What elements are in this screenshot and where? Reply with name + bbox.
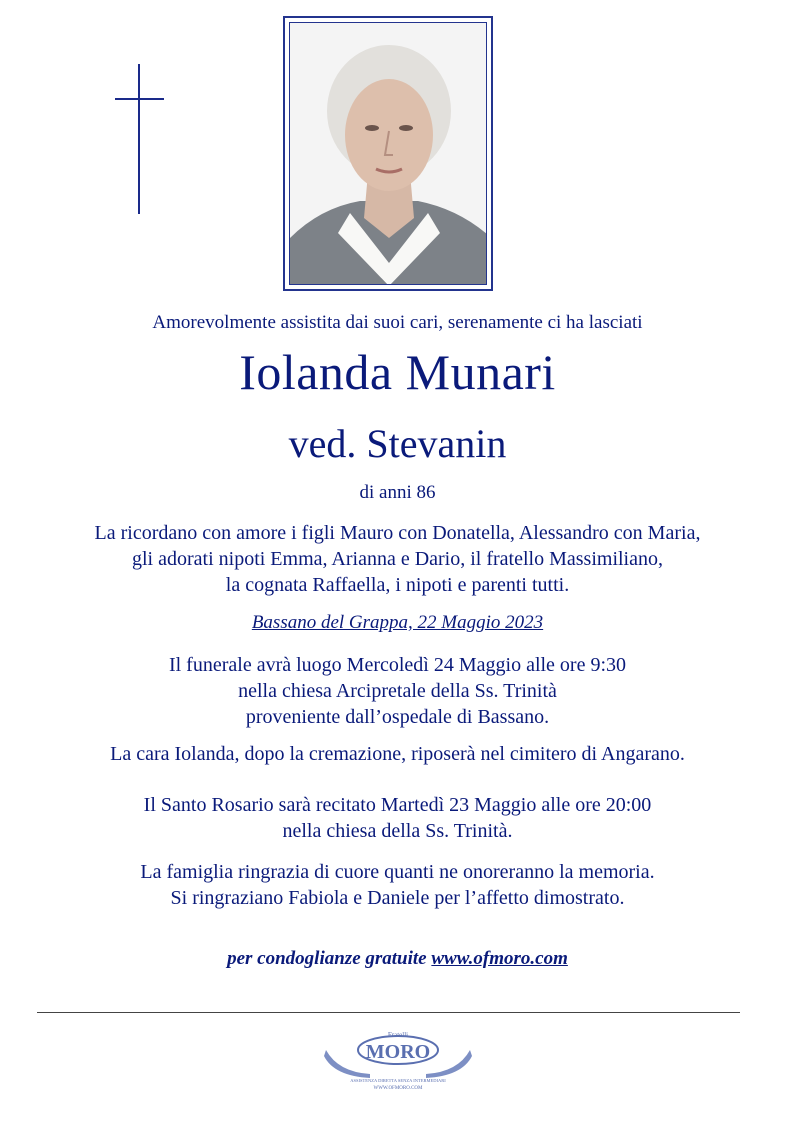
moro-logo [318, 1028, 478, 1096]
logo-top-text: Fratelli [387, 1031, 409, 1039]
funeral-line: nella chiesa Arcipretale della Ss. Trinità [238, 680, 557, 702]
condolences [0, 948, 795, 970]
divider [37, 1012, 740, 1013]
logo-name-text: MORO [365, 1041, 431, 1063]
rosary-line: Il Santo Rosario sarà recitato Martedì 23 Maggio alle ore 20:00 [143, 794, 652, 816]
thanks-paragraph [0, 859, 795, 911]
thanks-line: Si ringraziano Fabiola e Daniele per l’affetto dimostrato. [170, 887, 625, 909]
married-name: ved. Stevanin [288, 421, 507, 466]
rosary-paragraph [0, 792, 795, 844]
funeral-line: Il funerale avrà luogo Mercoledì 24 Maggio alle ore 9:30 [168, 654, 627, 676]
intro-text: Amorevolmente assistita dai suoi cari, serenamente ci ha lasciati [152, 312, 643, 333]
funeral-line: proveniente dall’ospedale di Bassano. [245, 706, 550, 728]
condolences-link[interactable]: www.ofmoro.com [431, 948, 568, 969]
portrait-photo [289, 22, 487, 285]
family-line: La ricordano con amore i figli Mauro con Donatella, Alessandro con Maria, [94, 522, 701, 544]
logo-tagline-text: ASSISTENZA DIRETTA SENZA INTERMEDIARI [350, 1078, 446, 1083]
age-text: di anni 86 [359, 482, 436, 503]
funeral-paragraph [0, 652, 795, 730]
cross-icon-bar [115, 98, 164, 100]
rosary-line: nella chiesa della Ss. Trinità. [282, 820, 513, 842]
place-date-text: Bassano del Grappa, 22 Maggio 2023 [251, 612, 544, 633]
portrait-frame [283, 16, 493, 291]
burial-text: La cara Iolanda, dopo la cremazione, riposerà nel cimitero di Angarano. [110, 743, 685, 765]
logo-url-text: WWW.OFMORO.COM [373, 1086, 423, 1091]
thanks-line: La famiglia ringrazia di cuore quanti ne onoreranno la memoria. [140, 861, 655, 883]
place-date [0, 612, 795, 634]
deceased-name: Iolanda Munari [239, 344, 556, 400]
family-paragraph [0, 520, 795, 598]
condolences-text: per condoglianze gratuite [227, 948, 427, 969]
cross-icon [138, 64, 140, 214]
family-line: gli adorati nipoti Emma, Arianna e Dario, il fratello Massimiliano, [132, 548, 663, 570]
family-line: la cognata Raffaella, i nipoti e parenti tutti. [225, 574, 570, 596]
